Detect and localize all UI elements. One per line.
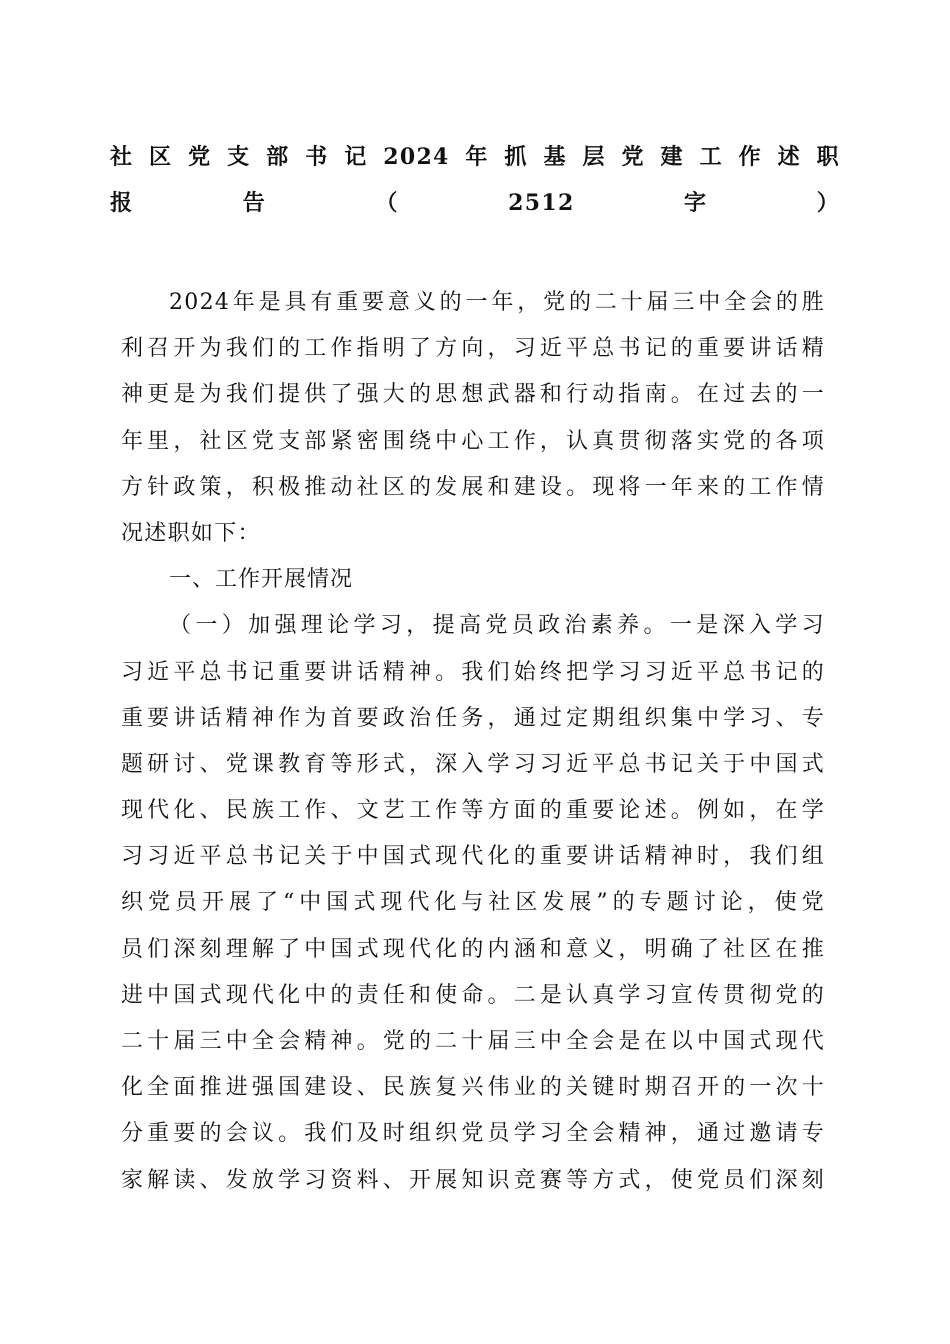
text-line: 2024年是具有重要意义的一年，党的二十届三中全会的胜 — [169, 290, 825, 315]
text-line: 习习近平总书记关于中国式现代化的重要讲话精神时，我们组 — [121, 844, 825, 870]
intro-paragraph — [121, 280, 825, 557]
text-line: 分重要的会议。我们及时组织党员学习全会精神，通过邀请专 — [121, 1121, 825, 1147]
text-line: （一）加强理论学习，提高党员政治素养。一是深入学习 — [169, 613, 825, 639]
text-line: 员们深刻理解了中国式现代化的内涵和意义，明确了社区在推 — [121, 936, 825, 962]
title-line-1: 社区党支部书记2024年抓基层党建工作述职 — [110, 144, 840, 170]
section-paragraph — [121, 603, 825, 1203]
text-line: 二十届三中全会精神。党的二十届三中全会是在以中国式现代 — [121, 1029, 825, 1054]
title-line-2: 报告（2512字） — [110, 190, 840, 217]
text-line: 方针政策，积极推动社区的发展和建设。现将一年来的工作情 — [121, 474, 825, 500]
text-line: 重要讲话精神作为首要政治任务，通过定期组织集中学习、专 — [121, 705, 825, 731]
text-line: 年里，社区党支部紧密围绕中心工作，认真贯彻落实党的各项 — [121, 428, 825, 454]
text-line: 习近平总书记重要讲话精神。我们始终把学习习近平总书记的 — [121, 659, 825, 685]
section-heading: 一、工作开展情况 — [169, 567, 354, 593]
document-body — [121, 280, 825, 1204]
text-line: 神更是为我们提供了强大的思想武器和行动指南。在过去的一 — [121, 382, 825, 408]
text-line: 现代化、民族工作、文艺工作等方面的重要论述。例如，在学 — [121, 798, 825, 824]
text-line: 家解读、发放学习资料、开展知识竞赛等方式，使党员们深刻 — [121, 1167, 825, 1193]
text-line: 况述职如下： — [121, 520, 261, 546]
text-line: 织党员开展了“中国式现代化与社区发展”的专题讨论，使党 — [121, 890, 825, 916]
text-line: 化全面推进强国建设、民族复兴伟业的关键时期召开的一次十 — [121, 1075, 825, 1101]
text-line: 利召开为我们的工作指明了方向，习近平总书记的重要讲话精 — [121, 336, 825, 362]
document-title — [110, 134, 840, 226]
text-line: 进中国式现代化中的责任和使命。二是认真学习宣传贯彻党的 — [121, 982, 825, 1008]
text-line: 题研讨、党课教育等形式，深入学习习近平总书记关于中国式 — [121, 751, 825, 777]
